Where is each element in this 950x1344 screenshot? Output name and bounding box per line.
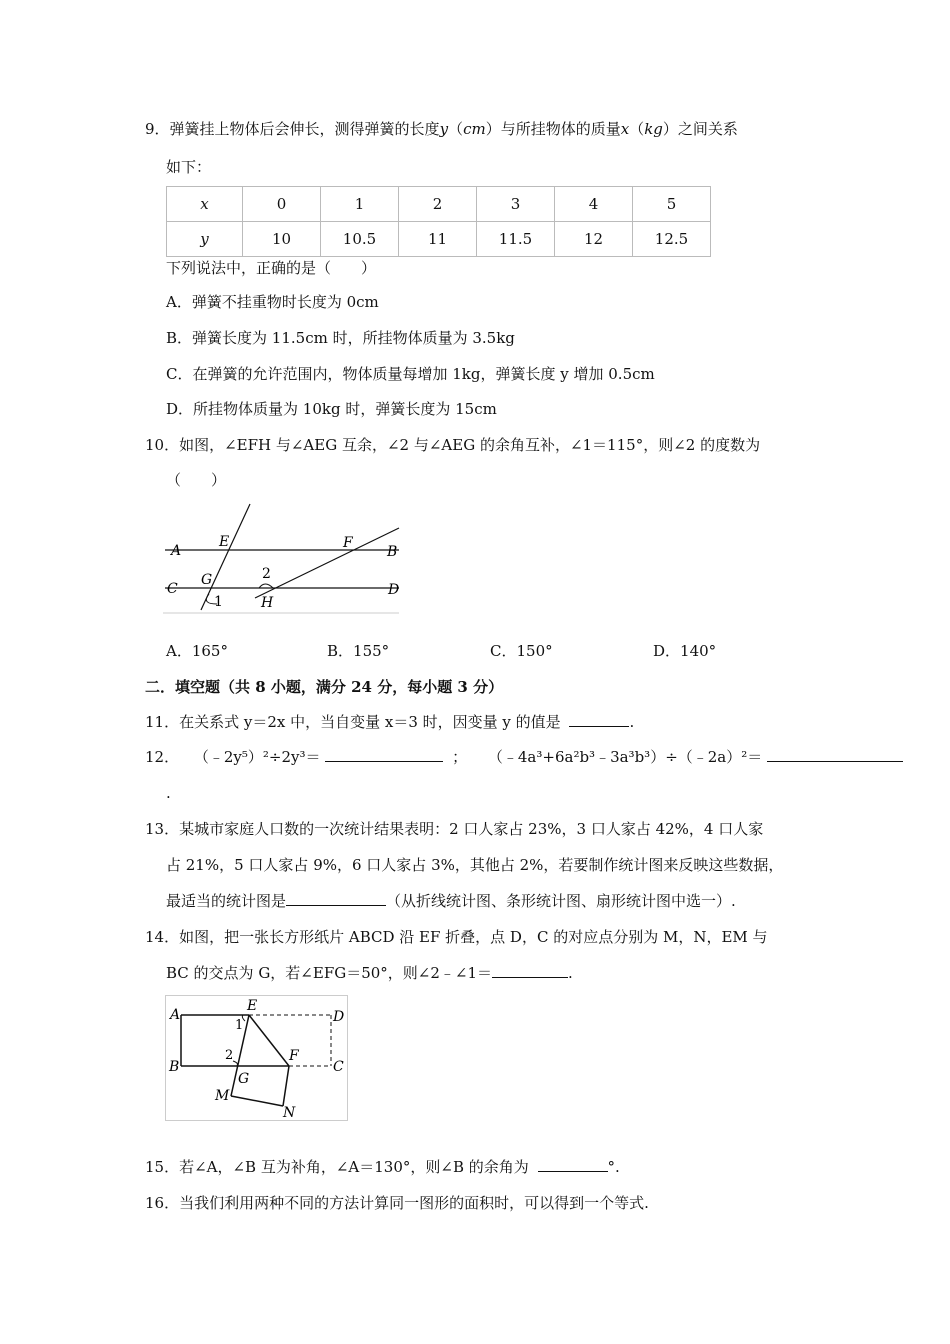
q16: 16．当我们利用两种不同的方法计算同一图形的面积时，可以得到一个等式. [145,1194,649,1212]
table-cell: 3 [477,187,555,222]
parallel-lines-figure [163,500,401,616]
q9-option-b: B．弹簧长度为 11.5cm 时，所挂物体质量为 3.5kg [166,329,515,347]
q14-line2: BC 的交点为 G，若∠EFG＝50°，则∠2﹣∠1＝ . [166,964,573,982]
q15: 15．若∠A，∠B 互为补角，∠A＝130°，则∠B 的余角为 °. [145,1158,620,1176]
q12: 12． （﹣2y⁵）²÷2y³＝ ； （﹣4a³+6a²b³﹣3a³b³）÷（﹣2a）²＝ [145,747,903,767]
label-d: D [388,582,400,598]
q14-line1: 14．如图，把一张长方形纸片 ABCD 沿 EF 折叠，点 D，C 的对应点分别为 M，N，EM 与 [145,928,768,946]
q12-end-period: . [166,784,171,802]
table-cell: 11 [399,222,477,257]
label-g: G [201,572,213,588]
q12-answer-blank-2[interactable] [767,747,903,762]
q9-question: 下列说法中，正确的是（ ） [166,259,377,277]
q9-stem: 9．弹簧挂上物体后会伸长，测得弹簧的长度y（cm）与所挂物体的质量x（kg）之间关系 [145,120,738,138]
edge-nf [283,1066,289,1106]
q10-stem: 10．如图，∠EFH 与∠AEG 互余，∠2 与∠AEG 的余角互补，∠1＝115°，则∠2 的度数为 [145,436,761,454]
q13-line3: 最适当的统计图是 （从折线统计图、条形统计图、扇形统计图中选一）. [166,892,736,910]
edge-mn [231,1096,283,1106]
q10-option-c: C．150° [490,642,553,660]
table-cell: 12 [555,222,633,257]
q10-answer-paren: （ ） [166,471,227,489]
q9-option-a: A．弹簧不挂重物时长度为 0cm [166,293,379,311]
label-2: 2 [225,1048,234,1063]
table-cell: 2 [399,187,477,222]
q9-option-d: D．所挂物体质量为 10kg 时，弹簧长度为 15cm [166,400,497,418]
table-row [167,187,711,222]
label-c: C [333,1059,344,1075]
table-cell: y [167,222,243,257]
q13-answer-blank[interactable] [286,891,386,906]
label-f: F [289,1048,299,1064]
q10-option-d: D．140° [653,642,717,660]
label-e: E [219,534,230,550]
q11: 11．在关系式 y＝2x 中，当自变量 x＝3 时，因变量 y 的值是 . [145,713,635,731]
q13-line1: 13．某城市家庭人口数的一次统计结果表明：2 口人家占 23%，3 口人家占 42%，4 口人家 [145,820,764,838]
folded-rectangle-figure [165,995,349,1122]
q10-option-b: B．155° [327,642,390,660]
table-cell: 0 [243,187,321,222]
spring-data-table [166,186,711,257]
table-cell: 5 [633,187,711,222]
label-d: D [333,1009,345,1025]
label-2: 2 [262,566,271,582]
label-1: 1 [235,1018,244,1033]
table-cell: 10.5 [321,222,399,257]
label-a: A [170,1007,181,1023]
label-a: A [171,543,182,559]
q12-answer-blank-1[interactable] [325,747,443,762]
section-heading: 二．填空题（共 8 小题，满分 24 分，每小题 3 分） [145,678,504,696]
label-g: G [238,1071,250,1087]
fold-line-ef [249,1015,289,1066]
label-c: C [167,581,178,597]
table-cell: 10 [243,222,321,257]
table-cell: 11.5 [477,222,555,257]
label-b: B [169,1059,180,1075]
q13-line2: 占 21%，5 口人家占 9%，6 口人家占 3%，其他占 2%，若要制作统计图来反映这些数据， [166,856,784,874]
label-m: M [215,1088,230,1104]
q11-answer-blank[interactable] [569,712,629,727]
table-cell: 1 [321,187,399,222]
label-n: N [283,1105,296,1121]
label-b: B [387,544,398,560]
label-h: H [261,595,274,611]
q9-option-c: C．在弹簧的允许范围内，物体质量每增加 1kg，弹簧长度 y 增加 0.5cm [166,365,655,383]
label-1: 1 [214,594,223,610]
q9-stem-line2: 如下： [166,158,212,176]
q15-answer-blank[interactable] [538,1157,608,1172]
label-f: F [343,535,353,551]
label-e: E [247,998,258,1014]
table-cell: 4 [555,187,633,222]
table-row [167,222,711,257]
q10-option-a: A．165° [166,642,228,660]
q14-answer-blank[interactable] [492,963,568,978]
table-cell: 12.5 [633,222,711,257]
table-cell: x [167,187,243,222]
